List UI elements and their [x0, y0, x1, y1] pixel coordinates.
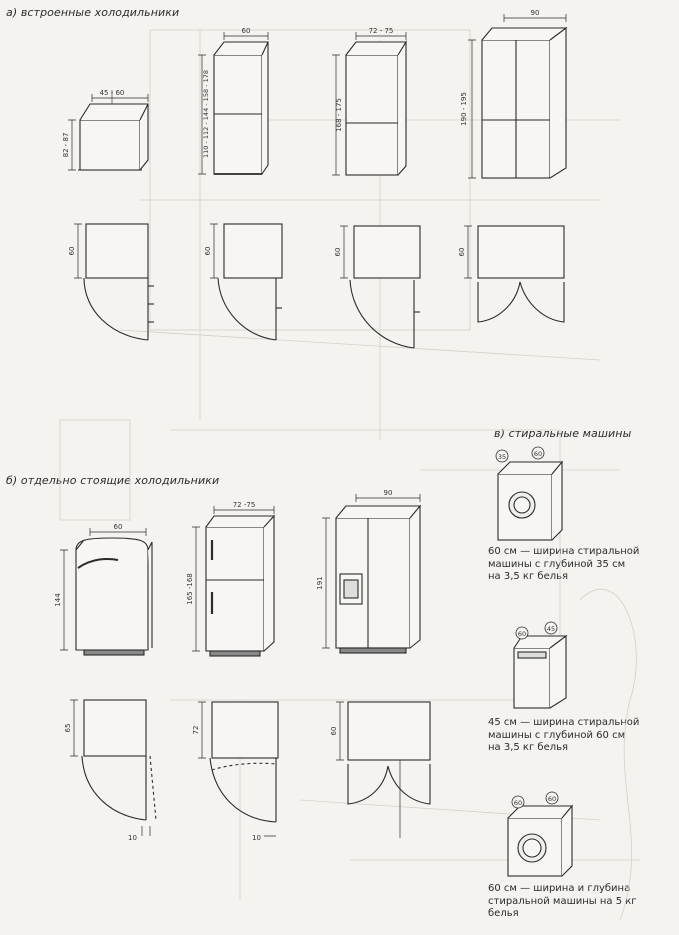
builtin-fridge-4: [482, 28, 566, 178]
dim-b3-width: 72 - 75: [368, 27, 394, 35]
builtin-fridge-1: [78, 90, 148, 170]
dim-f2-height: 165 -168: [186, 573, 194, 605]
section-title-freestanding: б) отдельно стоящие холодильники: [6, 474, 220, 487]
builtin-plan-4: [478, 226, 564, 322]
dim-bp1-depth: 60: [68, 246, 76, 256]
dim-f3-width: 90: [383, 489, 393, 497]
dim-b2-height: 110 - 112 - 144 - 158 - 178: [202, 70, 210, 158]
caption-line: белья: [488, 908, 519, 919]
builtin-fridge-3: [346, 42, 406, 175]
washer-3: [508, 806, 572, 876]
dim-w3-width: 60: [513, 799, 523, 807]
freestanding-plan-3: [348, 702, 430, 838]
freestanding-fridge-1: [76, 538, 152, 655]
dim-w2-depth: 45: [546, 625, 556, 633]
dim-fp1-gap: 10: [128, 834, 137, 842]
washer-2: [514, 636, 566, 708]
dim-f2-width: 72 -75: [232, 501, 256, 509]
caption-line: машины с глубиной 35 см: [488, 558, 626, 570]
dim-f1-height: 144: [54, 593, 62, 607]
builtin-plan-1: [84, 224, 154, 340]
dim-w1-depth: 35: [497, 453, 507, 461]
dim-w3-depth: 60: [547, 795, 557, 803]
section-title-builtin: а) встроенные холодильники: [6, 6, 180, 19]
builtin-plan-2: [218, 224, 282, 340]
dim-fp2-depth: 72: [192, 725, 200, 735]
dim-fp2-gap: 10: [252, 834, 261, 842]
dim-w2-width: 60: [517, 630, 527, 638]
section-title-washers: в) стиральные машины: [494, 427, 632, 440]
caption-line: 45 см — ширина стиральной: [488, 717, 640, 728]
dim-b4-height: 190 - 195: [460, 92, 468, 126]
freestanding-fridge-2: [206, 516, 274, 656]
dim-b1-width: 45 - 60: [99, 89, 125, 97]
freestanding-fridge-3: [336, 506, 420, 653]
dim-b4-width: 90: [530, 9, 540, 17]
caption-line: 60 см — ширина стиральной: [488, 546, 640, 557]
dim-fp3-depth: 60: [330, 726, 338, 736]
dim-bp4-depth: 60: [458, 247, 466, 257]
freestanding-plan-2: [210, 702, 278, 822]
dim-bp3-depth: 60: [334, 247, 342, 257]
dim-b1-height: 82 - 87: [62, 132, 70, 158]
caption-line: на 3,5 кг белья: [488, 571, 569, 582]
dim-b2-width: 60: [241, 27, 251, 35]
caption-line: стиральной машины на 5 кг: [488, 895, 637, 907]
caption-line: на 3,5 кг белья: [488, 742, 569, 753]
dim-f3-height: 191: [316, 576, 324, 590]
dim-b3-height: 168 - 175: [335, 98, 343, 132]
builtin-fridge-2: [214, 42, 268, 174]
caption-line: 60 см — ширина и глубина: [488, 883, 631, 894]
freestanding-plan-1: [82, 700, 156, 820]
dim-w1-width: 60: [533, 450, 543, 458]
washer-1: [498, 462, 562, 540]
caption-line: машины с глубиной 60 см: [488, 729, 626, 741]
dim-fp1-depth: 65: [64, 723, 72, 733]
dim-bp2-depth: 60: [204, 246, 212, 256]
dim-f1-width: 60: [113, 523, 123, 531]
